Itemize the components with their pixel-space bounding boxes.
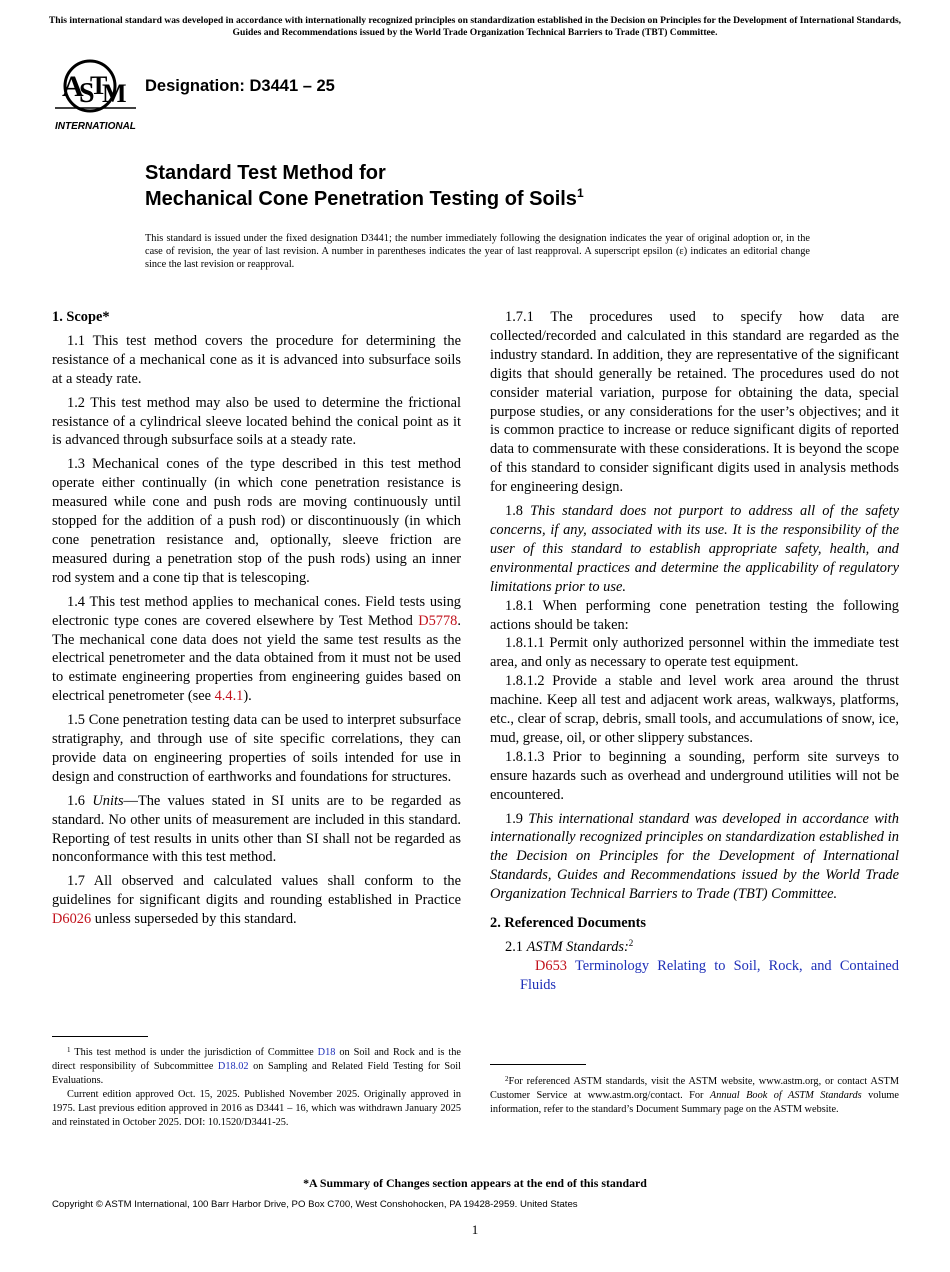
section-1-7: 1.7 All observed and calculated values shall conform to the guidelines for significant digits and rounding established in Practice D6026 unless superseded by this standard. bbox=[52, 873, 461, 928]
section-1-8: 1.8 This standard does not purport to address all of the safety concerns, if any, associated with its use. It is the responsibility of the user of this standard to establish appropriate safety, health, and environmental practices and determine the applicability of regulatory limitations prior to use. bbox=[490, 503, 899, 595]
section-1-8-1-3: 1.8.1.3 Prior to beginning a sounding, perform site surveys to ensure hazards such as overhead and underground utilities will not be encountered. bbox=[490, 748, 899, 803]
issue-notice: This standard is issued under the fixed designation D3441; the number immediately following the designation indicates the year of original adoption or, in the case of revision, the year of last revision. A number in parentheses indicates the year of last reapproval. A superscript epsilon (ε) indicates an editorial change since the last revision or reapproval. bbox=[145, 233, 810, 271]
astm-logo bbox=[52, 58, 138, 132]
left-column bbox=[52, 308, 461, 934]
footnote-2: $^2$For referenced ASTM standards, visit the ASTM website, www.astm.org, or contact ASTM Customer Service at www.astm.org/contact. For Annual Book of ASTM Standards volume information, refer to the standard’s Document Summary page on the ASTM website. bbox=[490, 1075, 899, 1115]
section-1-1: 1.1 This test method covers the procedure for determining the resistance of a mechanical cone as it is advanced into subsurface soils at a steady rate. bbox=[52, 332, 461, 387]
refdocs-heading: 2. Referenced Documents bbox=[490, 915, 646, 932]
title-line-1: Standard Test Method for bbox=[145, 162, 386, 184]
svg-text:A: A bbox=[62, 70, 84, 103]
scope-heading: 1. Scope* bbox=[52, 309, 110, 325]
svg-text:S: S bbox=[79, 78, 95, 109]
section-1-8-1: 1.8.1 When performing cone penetration testing the following actions should be taken: bbox=[490, 597, 899, 633]
section-1-7-1: 1.7.1 The procedures used to specify how data are collected/recorded and calculated in this standard are regarded as the industry standard. In addition, they are representative of the significant digits that should generally be retained. The procedures used do not consider material variation, purpose for obtaining the data, special purpose studies, or any considerations for the user’s objectives; and it is common practice to increase or reduce significant digits of reported data to commensurate with these considerations. It is beyond the scope of this standard to consider significant digits used in analysis methods for engineering design. bbox=[490, 309, 899, 496]
section-1-3: 1.3 Mechanical cones of the type described in this test method operate either continually (in which cone penetration resistance is measured while cone and push rods are moving continuously until stopped for the addition of a push rod) or discontinuously (in which cone penetration resistance and, optionally, sleeve friction are measured during a penetration stop of the push rods) using an inner rod system and a cone tip that is telescoping. bbox=[52, 456, 461, 586]
designation bbox=[145, 77, 335, 96]
link-d18-02[interactable]: D18.02 bbox=[217, 1060, 249, 1072]
footnote-rule-left bbox=[52, 1036, 148, 1037]
copyright: Copyright © ASTM International, 100 Barr Harbor Drive, PO Box C700, West Conshohocken, PA 19428-2959. United States bbox=[52, 1199, 578, 1210]
designation-code: D3441 – 25 bbox=[249, 77, 335, 95]
section-1-5: 1.5 Cone penetration testing data can be used to interpret subsurface stratigraphy, and through use of site specific correlations, they can provide data on engineering properties of soils intended for use in design and construction of earthworks and foundations for structures. bbox=[52, 712, 461, 785]
summary-of-changes-note: *A Summary of Changes section appears at the end of this standard bbox=[303, 1176, 647, 1190]
right-column bbox=[490, 308, 899, 1000]
link-4-4-1[interactable]: 4.4.1 bbox=[214, 688, 244, 705]
section-1-4: 1.4 This test method applies to mechanical cones. Field tests using electronic type cones are covered elsewhere by Test Method D5778. The mechanical cone data does not yield the same test results as the electrical penetrometer and the data obtained from it must not be used to estimate engineering properties from engineering guides based on electrical penetrometer (see 4.4.1). bbox=[52, 593, 461, 705]
page-number: 1 bbox=[471, 1222, 479, 1237]
footnote-rule-right bbox=[490, 1064, 586, 1065]
svg-text:M: M bbox=[102, 79, 127, 108]
document-title bbox=[145, 160, 584, 212]
ref-title[interactable]: Terminology Relating to Soil, Rock, and Contained Fluids bbox=[520, 957, 899, 993]
title-line-2: Mechanical Cone Penetration Testing of Soils bbox=[145, 188, 577, 210]
tbt-notice: This international standard was developed in accordance with internationally recognized principles on standardization established in the Decision on Principles for the Development of International Standards, Guides and Recommendations issued by the World Trade Organization Technical Barriers to Trade (TBT) Committee. bbox=[48, 15, 902, 38]
link-d5778[interactable]: D5778 bbox=[418, 612, 458, 629]
link-d18[interactable]: D18 bbox=[317, 1047, 336, 1058]
footnote-1-edition: Current edition approved Oct. 15, 2025. Published November 2025. Originally approved in 1975. Last previous edition approved in 2016 as D3441 – 16, which was withdrawn January 2025 and reinstated in October 2025. DOI: 10.1520/D3441-25. bbox=[52, 1088, 461, 1128]
svg-text:T: T bbox=[90, 71, 108, 100]
section-1-8-1-2: 1.8.1.2 Provide a stable and level work area around the thrust machine. Keep all test and adjacent work areas, walkways, platforms, etc., clear of scrap, debris, small tools, and accumulations of snow, ice, mud, grease, oil, or other slippery substances. bbox=[490, 673, 899, 746]
section-1-9: 1.9 This international standard was developed in accordance with internationally recognized principles on standardization established in the Decision on Principles for the Development of International Standards, Guides and Recommendations issued by the World Trade Organization Technical Barriers to Trade (TBT) Committee. bbox=[490, 810, 899, 903]
section-1-8-1-1: 1.8.1.1 Permit only authorized personnel within the immediate test area, and only as necessary to operate test equipment. bbox=[490, 635, 899, 671]
section-1-2: 1.2 This test method may also be used to determine the frictional resistance of a cylindrical sleeve located behind the conical point as it is advanced through subsurface soils at a steady rate. bbox=[52, 394, 461, 449]
ref-code[interactable]: D653 bbox=[535, 957, 567, 974]
ref-d653[interactable] bbox=[490, 957, 899, 995]
footnote-1: $^1$ This test method is under the jurisdiction of Committee D18 on Soil and Rock and is the direct responsibility of Subcommittee D18.02 on Sampling and Related Field Testing for Soil Evaluations. Current edition approved Oct. 15, 2025. Published November 2025. Originally approved in 1975. Last previous edition approved in 2016 as D3441 – 16, which was withdrawn January 2025 and reinstated in October 2025. DOI: 10.1520/D3441-25. bbox=[52, 1046, 461, 1128]
section-2-1: 2.1 ASTM Standards:$^2$ bbox=[505, 938, 634, 955]
title-footnote-mark: 1 bbox=[576, 186, 584, 200]
section-1-6: 1.6 Units—The values stated in SI units are to be regarded as standard. No other units of measurement are included in this standard. Reporting of test results in units other than SI shall not be regarded as nonconformance with this test method. bbox=[52, 792, 461, 866]
link-d6026[interactable]: D6026 bbox=[52, 911, 92, 928]
designation-label: Designation: bbox=[145, 77, 245, 95]
logo-text: INTERNATIONAL bbox=[55, 121, 136, 132]
